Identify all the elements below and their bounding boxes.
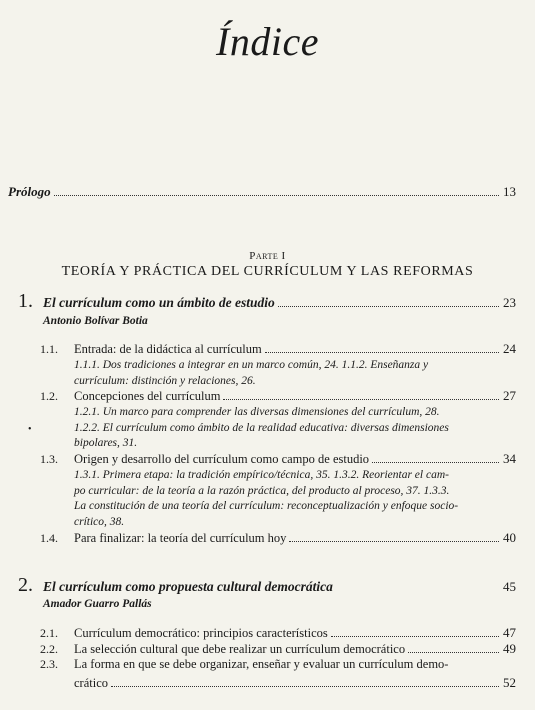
toc-section-2-1[interactable] (40, 625, 516, 641)
toc-page-number: 40 (503, 530, 516, 545)
chapter-number: 2. (18, 574, 33, 596)
toc-page-number: 34 (503, 451, 516, 466)
toc-chapter-1[interactable] (18, 290, 516, 313)
leader-dots (289, 541, 499, 542)
part-label: Parte I (249, 250, 286, 262)
section-title: Entrada: de la didáctica al currículum (74, 342, 262, 356)
part-title: TEORÍA Y PRÁCTICA DEL CURRÍCULUM Y LAS REFORMAS (61, 264, 474, 279)
subsection-line: bipolares, 31. (74, 437, 138, 449)
leader-dots (54, 195, 499, 196)
section-number: 1.1. (40, 342, 58, 356)
leader-dots (111, 686, 499, 687)
toc-page-number: 23 (503, 295, 516, 310)
section-number: 1.3. (40, 452, 58, 466)
leader-dots (265, 352, 499, 353)
toc-page-number: 47 (503, 625, 516, 640)
section-title-line2: crático (74, 676, 109, 690)
toc-entry-label: Prólogo (8, 184, 51, 199)
subsection-list (74, 405, 510, 452)
toc-section-1-2[interactable] (40, 388, 516, 404)
subsection-line: La constitución de una teoría del currículum: reconceptualización y enfoque socio- (74, 500, 459, 512)
leader-dots (331, 636, 499, 637)
chapter-title: El currículum como un ámbito de estudio (43, 295, 275, 310)
chapter-author: Antonio Bolívar Botia (43, 315, 148, 327)
subsection-list (74, 468, 510, 530)
section-title: La selección cultural que debe realizar un currículum democrático (74, 642, 406, 656)
leader-dots (372, 462, 499, 463)
toc-page-number: 27 (503, 388, 516, 403)
toc-chapter-2[interactable] (18, 574, 516, 597)
toc-entry-prologo[interactable] (8, 184, 516, 200)
toc-section-1-4[interactable] (40, 530, 516, 546)
subsection-line: 1.2.1. Un marco para comprender las diversas dimensiones del currículum, 28. (74, 406, 440, 418)
subsection-line: po curricular: de la teoría a la razón práctica, del producto al proceso, 37. 1.3.3. (74, 484, 450, 497)
chapter-title: El currículum como propuesta cultural democrática (43, 579, 333, 594)
margin-mark: • (28, 424, 32, 435)
section-title: Para finalizar: la teoría del currículum hoy (74, 531, 287, 545)
toc-section-2-3[interactable] (40, 657, 516, 691)
chapter-number: 1. (18, 290, 33, 312)
section-number: 2.3. (40, 657, 58, 671)
leader-dots (278, 306, 499, 307)
leader-dots (223, 399, 499, 400)
subsection-line: 1.3.1. Primera etapa: la tradición empírico/técnica, 35. 1.3.2. Reorientar el cam- (74, 469, 449, 481)
leader-dots (408, 652, 499, 653)
section-number: 2.1. (40, 626, 58, 640)
chapter-author: Amador Guarro Pallás (43, 598, 152, 610)
section-title: Origen y desarrollo del currículum como campo de estudio (74, 452, 370, 466)
toc-page-number: 13 (503, 184, 516, 199)
toc-page-number: 45 (503, 579, 516, 594)
subsection-line: currículum: distinción y relaciones, 26. (74, 374, 256, 387)
toc-section-2-2[interactable] (40, 641, 516, 657)
section-number: 1.2. (40, 389, 58, 403)
subsection-line: crítico, 38. (74, 515, 125, 528)
section-title: Concepciones del currículum (74, 389, 221, 403)
subsection-line: 1.1.1. Dos tradiciones a integrar en un marco común, 24. 1.1.2. Enseñanza y (74, 359, 429, 371)
section-title: Currículum democrático: principios característicos (74, 626, 328, 640)
leader-gap (336, 590, 499, 591)
page-title: Índice (216, 19, 319, 64)
section-number: 1.4. (40, 531, 58, 545)
subsection-list (74, 358, 510, 389)
toc-section-1-3[interactable] (40, 451, 516, 467)
toc-page-number: 24 (503, 341, 516, 356)
subsection-line: 1.2.2. El currículum como ámbito de la realidad educativa: diversas dimensiones (74, 421, 449, 434)
section-title-line1: La forma en que se debe organizar, enseñar y evaluar un currículum demo- (74, 657, 449, 671)
toc-page-number: 52 (503, 675, 516, 690)
toc-section-1-1[interactable] (40, 341, 516, 357)
section-number: 2.2. (40, 642, 58, 656)
toc-page-number: 49 (503, 641, 516, 656)
